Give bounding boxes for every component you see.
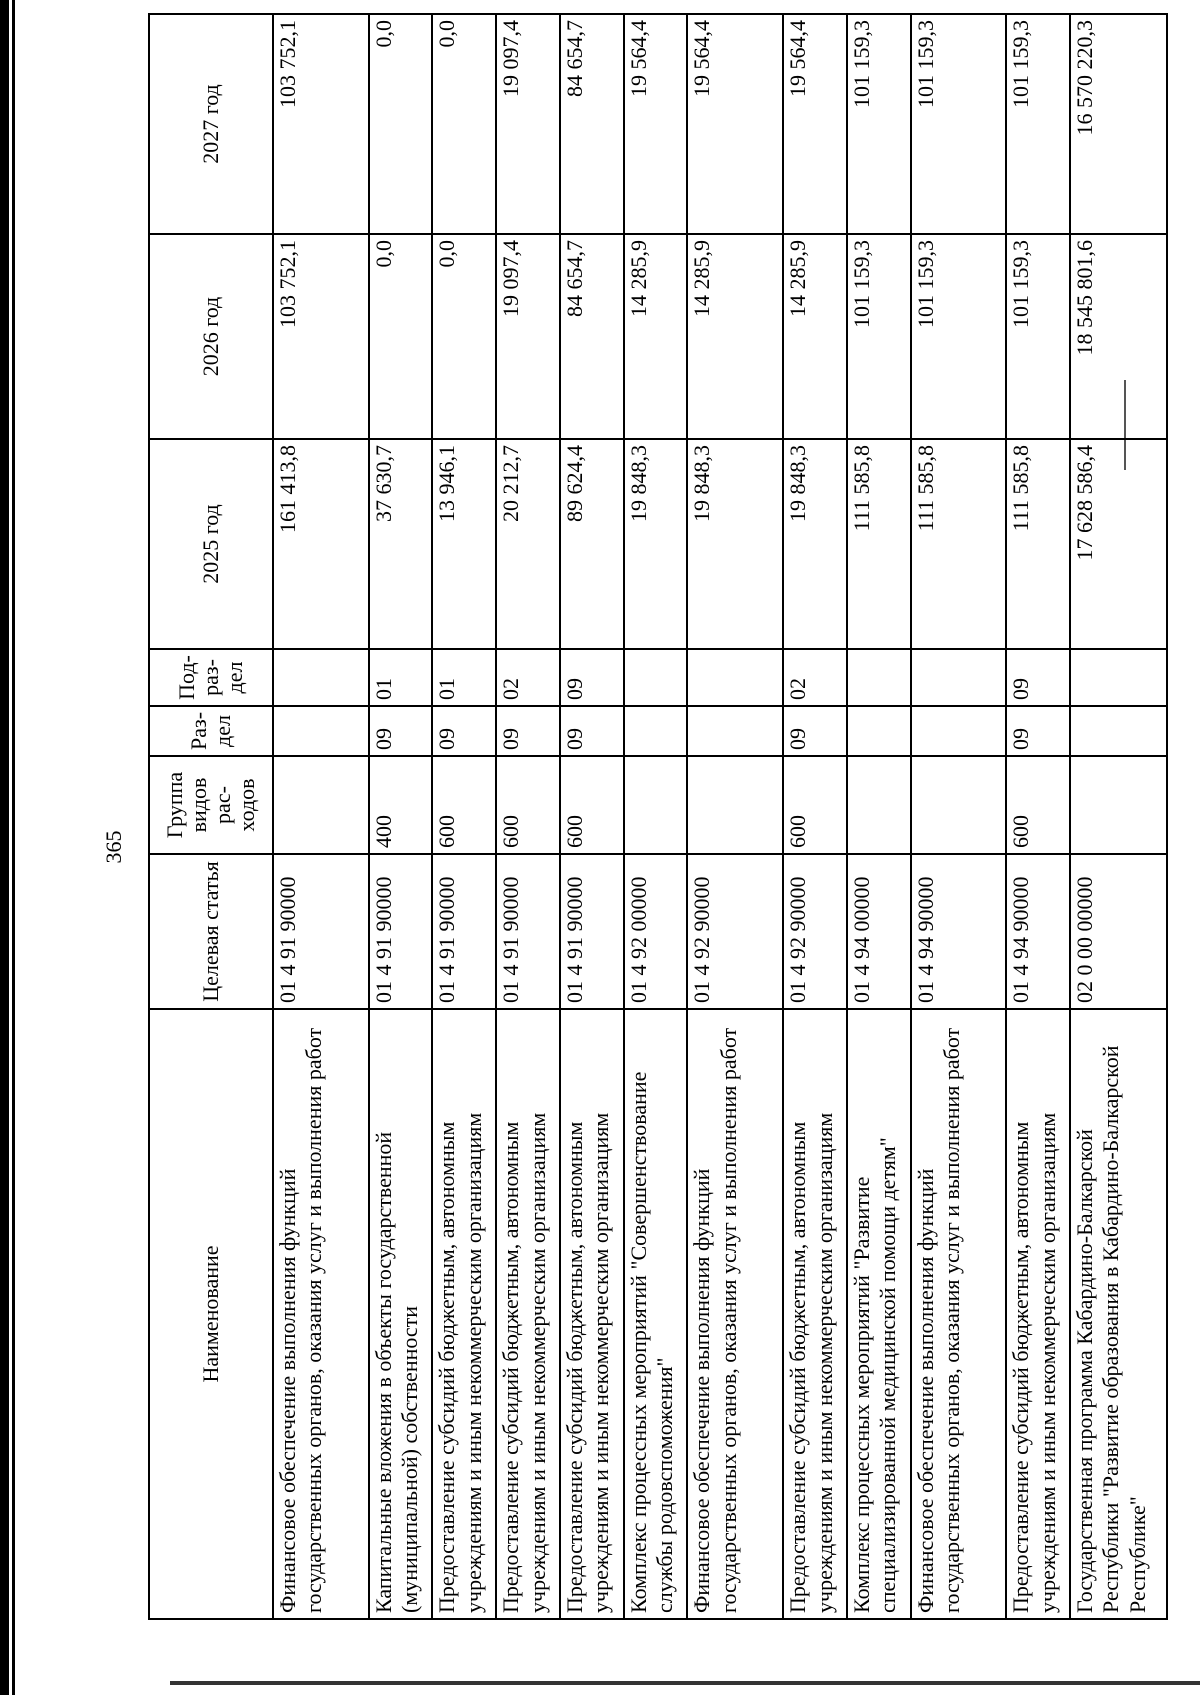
cell-target: 01 4 92 90000 — [687, 854, 783, 1009]
cell-2025: 19 848,3 — [687, 439, 783, 649]
cell-section: 09 — [496, 706, 560, 756]
header-target: Целевая статья — [149, 854, 273, 1009]
cell-name: Финансовое обеспечение выполнения функций государственных органов, оказания услуг и выполнения работ — [911, 1009, 1007, 1619]
cell-2026: 18 545 801,6 — [1070, 234, 1167, 439]
cell-group — [687, 756, 783, 854]
cell-2026: 101 159,3 — [847, 234, 911, 439]
cell-target: 02 0 00 00000 — [1070, 854, 1167, 1009]
cell-name: Предоставление субсидий бюджетным, автономным учреждениям и иным некоммерческим организациям — [432, 1009, 496, 1619]
cell-subsection — [847, 649, 911, 706]
cell-target: 01 4 91 90000 — [432, 854, 496, 1009]
cell-name: Комплекс процессных мероприятий "Совершенствование службы родовспоможения" — [624, 1009, 688, 1619]
cell-2027: 19 564,4 — [783, 14, 847, 234]
cell-section: 09 — [1006, 706, 1070, 756]
cell-target: 01 4 92 90000 — [783, 854, 847, 1009]
table-header-row — [149, 14, 273, 1619]
cell-2027: 103 752,1 — [273, 14, 369, 234]
cell-2025: 37 630,7 — [369, 439, 433, 649]
page-number: 365 — [101, 830, 126, 864]
cell-2026: 14 285,9 — [783, 234, 847, 439]
cell-subsection: 09 — [560, 649, 624, 706]
cell-name: Предоставление субсидий бюджетным, автономным учреждениям и иным некоммерческим организациям — [560, 1009, 624, 1619]
cell-section: 09 — [783, 706, 847, 756]
cell-2027: 19 564,4 — [687, 14, 783, 234]
table-row — [687, 14, 783, 1619]
cell-2026: 14 285,9 — [687, 234, 783, 439]
cell-subsection: 02 — [783, 649, 847, 706]
cell-target: 01 4 94 00000 — [847, 854, 911, 1009]
cell-2027: 84 654,7 — [560, 14, 624, 234]
cell-target: 01 4 94 90000 — [1006, 854, 1070, 1009]
cell-2025: 19 848,3 — [624, 439, 688, 649]
cell-name: Предоставление субсидий бюджетным, автономным учреждениям и иным некоммерческим организациям — [496, 1009, 560, 1619]
cell-2026: 103 752,1 — [273, 234, 369, 439]
cell-section — [1070, 706, 1167, 756]
cell-group — [273, 756, 369, 854]
header-name: Наименование — [149, 1009, 273, 1619]
cell-name: Предоставление субсидий бюджетным, автономным учреждениям и иным некоммерческим организациям — [783, 1009, 847, 1619]
cell-section: 09 — [432, 706, 496, 756]
header-2026: 2026 год — [149, 234, 273, 439]
cell-subsection: 02 — [496, 649, 560, 706]
cell-group: 600 — [560, 756, 624, 854]
table-row — [369, 14, 433, 1619]
header-subsection: Под-раз-дел — [149, 649, 273, 706]
cell-2026: 101 159,3 — [1006, 234, 1070, 439]
table-row — [624, 14, 688, 1619]
cell-subsection — [687, 649, 783, 706]
cell-2025: 20 212,7 — [496, 439, 560, 649]
table-row — [496, 14, 560, 1619]
cell-subsection — [911, 649, 1007, 706]
cell-2026: 0,0 — [432, 234, 496, 439]
cell-2027: 19 564,4 — [624, 14, 688, 234]
header-2025: 2025 год — [149, 439, 273, 649]
cell-2027: 0,0 — [369, 14, 433, 234]
cell-subsection: 01 — [369, 649, 433, 706]
cell-name: Финансовое обеспечение выполнения функций государственных органов, оказания услуг и выполнения работ — [687, 1009, 783, 1619]
cell-group: 600 — [496, 756, 560, 854]
cell-2027: 101 159,3 — [1006, 14, 1070, 234]
rotated-table-container — [148, 15, 1168, 1620]
cell-section — [847, 706, 911, 756]
table-row — [432, 14, 496, 1619]
scan-edge-left — [0, 0, 9, 1695]
cell-2025: 13 946,1 — [432, 439, 496, 649]
cell-section — [273, 706, 369, 756]
cell-group — [624, 756, 688, 854]
cell-subsection — [624, 649, 688, 706]
cell-subsection — [1070, 649, 1167, 706]
header-section: Раз-дел — [149, 706, 273, 756]
table-row — [1006, 14, 1070, 1619]
cell-2025: 161 413,8 — [273, 439, 369, 649]
cell-2027: 0,0 — [432, 14, 496, 234]
cell-2026: 19 097,4 — [496, 234, 560, 439]
cell-target: 01 4 92 00000 — [624, 854, 688, 1009]
cell-group: 600 — [783, 756, 847, 854]
scan-edge-left-line — [12, 0, 15, 1695]
cell-2027: 16 570 220,3 — [1070, 14, 1167, 234]
cell-2025: 19 848,3 — [783, 439, 847, 649]
table-row — [560, 14, 624, 1619]
cell-group — [911, 756, 1007, 854]
table-row — [1070, 14, 1167, 1619]
cell-target: 01 4 91 90000 — [369, 854, 433, 1009]
scan-edge-bottom — [170, 1681, 1200, 1685]
cell-subsection: 01 — [432, 649, 496, 706]
cell-section — [624, 706, 688, 756]
table-row — [847, 14, 911, 1619]
table-row — [783, 14, 847, 1619]
cell-2027: 19 097,4 — [496, 14, 560, 234]
cell-group: 600 — [1006, 756, 1070, 854]
header-2027: 2027 год — [149, 14, 273, 234]
cell-2026: 0,0 — [369, 234, 433, 439]
cell-name: Комплекс процессных мероприятий "Развитие специализированной медицинской помощи детям" — [847, 1009, 911, 1619]
cell-group: 400 — [369, 756, 433, 854]
cell-target: 01 4 94 90000 — [911, 854, 1007, 1009]
cell-2025: 111 585,8 — [1006, 439, 1070, 649]
cell-section — [687, 706, 783, 756]
cell-section: 09 — [560, 706, 624, 756]
cell-group: 600 — [432, 756, 496, 854]
cell-name: Предоставление субсидий бюджетным, автономным учреждениям и иным некоммерческим организациям — [1006, 1009, 1070, 1619]
header-group: Группа видов рас-ходов — [149, 756, 273, 854]
cell-2026: 101 159,3 — [911, 234, 1007, 439]
cell-subsection — [273, 649, 369, 706]
cell-2025: 111 585,8 — [911, 439, 1007, 649]
cell-group — [847, 756, 911, 854]
table-row — [273, 14, 369, 1619]
cell-target: 01 4 91 90000 — [273, 854, 369, 1009]
cell-target: 01 4 91 90000 — [496, 854, 560, 1009]
cell-2026: 84 654,7 — [560, 234, 624, 439]
cell-2027: 101 159,3 — [847, 14, 911, 234]
cell-2025: 89 624,4 — [560, 439, 624, 649]
cell-name: Капитальные вложения в объекты государственной (муниципальной) собственности — [369, 1009, 433, 1619]
cell-2025: 17 628 586,4 — [1070, 439, 1167, 649]
budget-table — [148, 13, 1168, 1620]
cell-group — [1070, 756, 1167, 854]
cell-section: 09 — [369, 706, 433, 756]
cell-2025: 111 585,8 — [847, 439, 911, 649]
cell-2027: 101 159,3 — [911, 14, 1007, 234]
cell-section — [911, 706, 1007, 756]
cell-2026: 14 285,9 — [624, 234, 688, 439]
cell-name: Государственная программа Кабардино-Балкарской Республики "Развитие образования в Кабардино-Балкарской Республике" — [1070, 1009, 1167, 1619]
cell-name: Финансовое обеспечение выполнения функций государственных органов, оказания услуг и выполнения работ — [273, 1009, 369, 1619]
cell-target: 01 4 91 90000 — [560, 854, 624, 1009]
table-row — [911, 14, 1007, 1619]
cell-subsection: 09 — [1006, 649, 1070, 706]
